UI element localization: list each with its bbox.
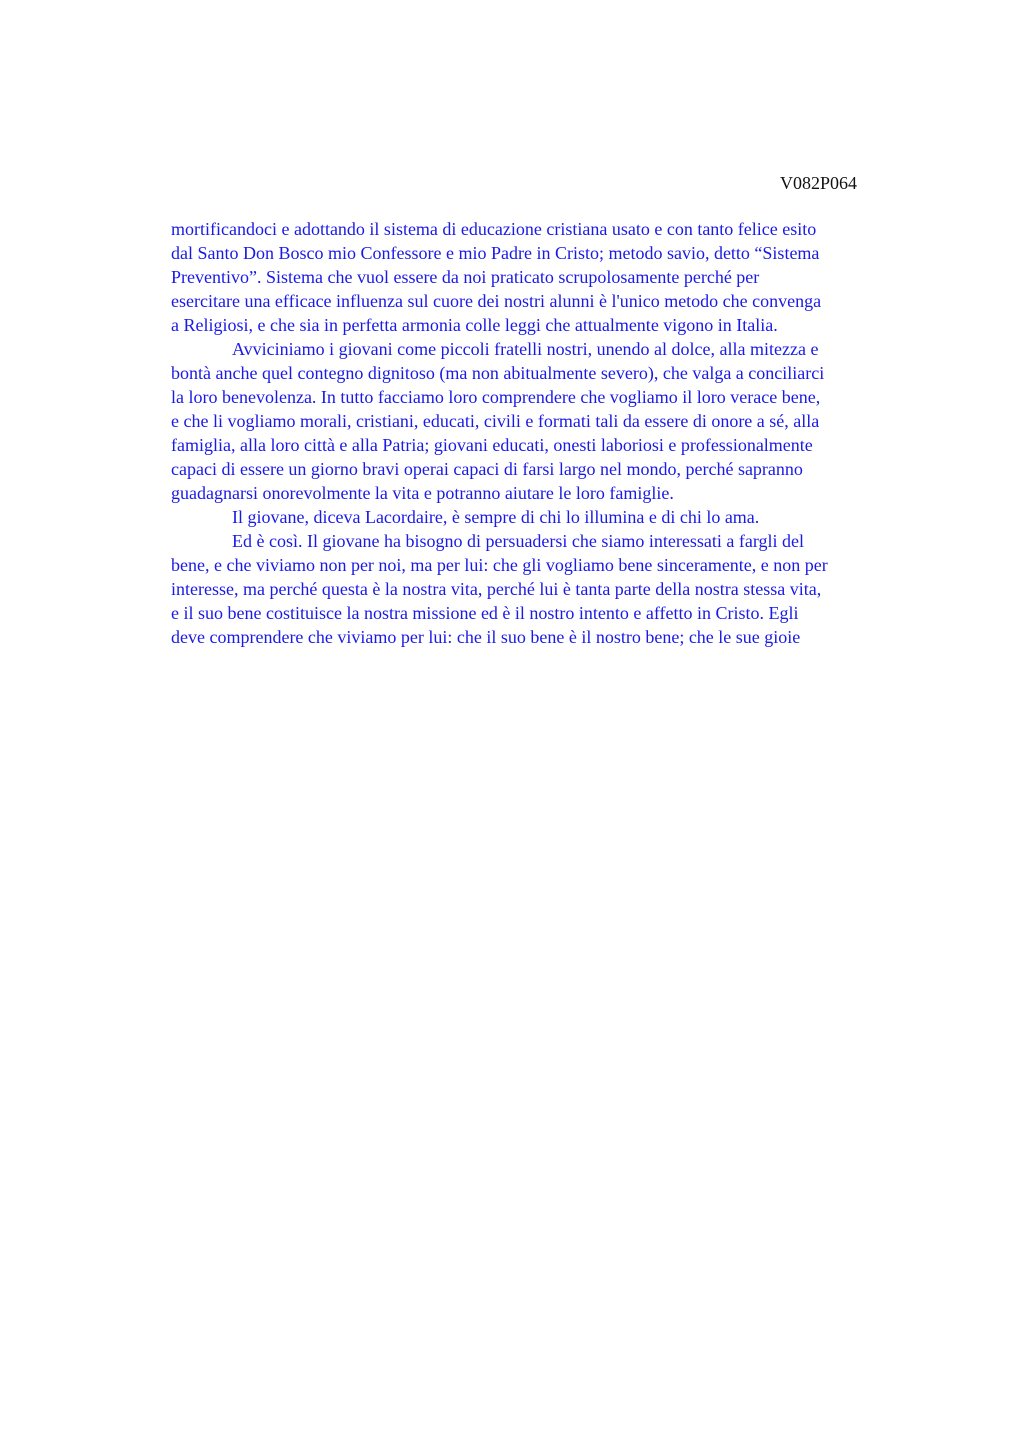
paragraph-first-line: Ed è così. Il giovane ha bisogno di persuadersi che siamo interessati a fargli del	[232, 531, 805, 551]
text-line: mortificandoci e adottando il sistema di educazione cristiana usato e con tanto felice esito	[171, 219, 817, 239]
text-line: e il suo bene costituisce la nostra missione ed è il nostro intento e affetto in Cristo. Egli	[171, 603, 799, 623]
text-line: e che li vogliamo morali, cristiani, educati, civili e formati tali da essere di onore a sé, alla	[171, 411, 820, 431]
text-line: famiglia, alla loro città e alla Patria; giovani educati, onesti laboriosi e professionalmente	[171, 435, 813, 455]
text-line: dal Santo Don Bosco mio Confessore e mio Padre in Cristo; metodo savio, detto “Sistema	[171, 243, 820, 263]
text-line: interesse, ma perché questa è la nostra vita, perché lui è tanta parte della nostra stessa vita,	[171, 579, 822, 599]
text-line: deve comprendere che viviamo per lui: che il suo bene è il nostro bene; che le sue gioie	[171, 627, 801, 647]
paragraph-first-line: Il giovane, diceva Lacordaire, è sempre di chi lo illumina e di chi lo ama.	[232, 507, 760, 527]
text-line: capaci di essere un giorno bravi operai capaci di farsi largo nel mondo, perché sapranno	[171, 459, 803, 479]
text-line: la loro benevolenza. In tutto facciamo loro comprendere che vogliamo il loro verace bene,	[171, 387, 821, 407]
text-line: bene, e che viviamo non per noi, ma per lui: che gli vogliamo bene sinceramente, e non per	[171, 555, 828, 575]
paragraph-first-line: Avviciniamo i giovani come piccoli fratelli nostri, unendo al dolce, alla mitezza e	[232, 339, 819, 359]
text-line: guadagnarsi onorevolmente la vita e potranno aiutare le loro famiglie.	[171, 483, 674, 503]
text-line: bontà anche quel contegno dignitoso (ma non abitualmente severo), che valga a conciliarci	[171, 363, 825, 383]
text-line: esercitare una efficace influenza sul cuore dei nostri alunni è l'unico metodo che convenga	[171, 291, 822, 311]
text-line: Preventivo”. Sistema che vuol essere da noi praticato scrupolosamente perché per	[171, 267, 760, 287]
text-line: a Religiosi, e che sia in perfetta armonia colle leggi che attualmente vigono in Italia.	[171, 315, 778, 335]
body-text	[171, 217, 931, 649]
page-identifier: V082P064	[780, 173, 858, 193]
